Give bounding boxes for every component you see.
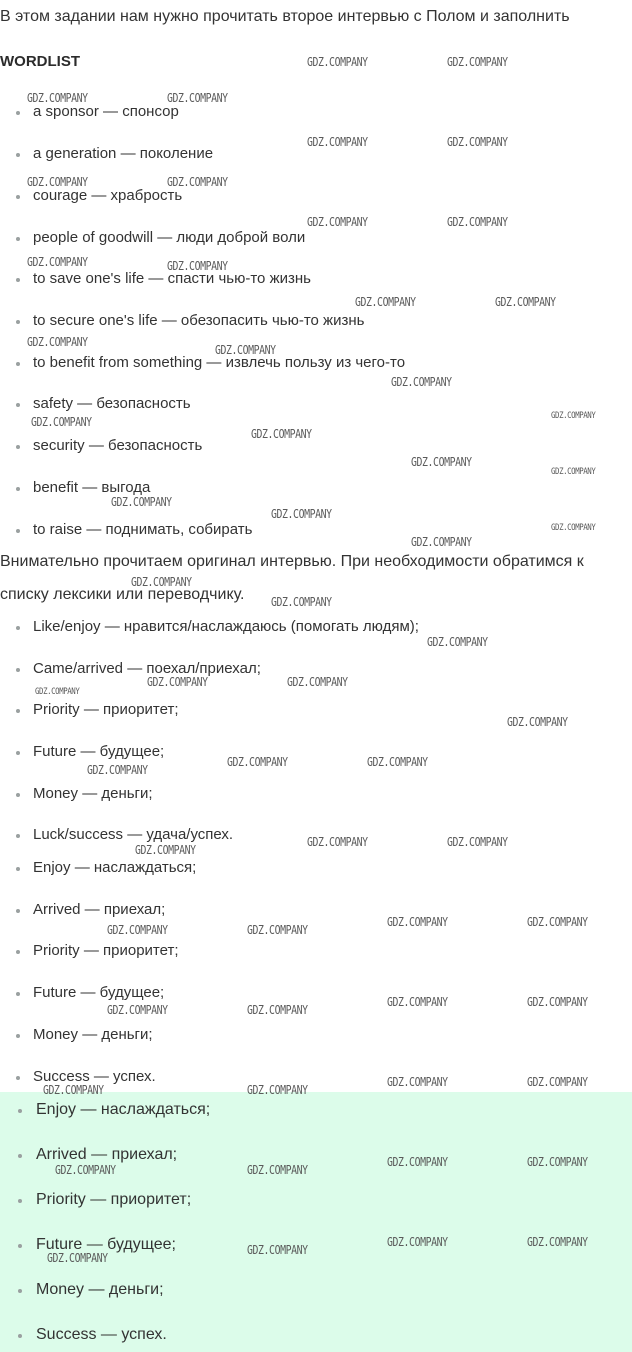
watermark: GDZ.COMPANY (247, 1243, 308, 1257)
bullet-icon (16, 668, 20, 672)
bullet-icon (16, 403, 20, 407)
watermark: GDZ.COMPANY (551, 411, 596, 421)
watermark: GDZ.COMPANY (447, 55, 508, 69)
watermark: GDZ.COMPANY (27, 255, 88, 269)
watermark: GDZ.COMPANY (411, 535, 472, 549)
watermark: GDZ.COMPANY (387, 1235, 448, 1249)
watermark: GDZ.COMPANY (27, 91, 88, 105)
bullet-icon (16, 278, 20, 282)
bullet-icon (16, 793, 20, 797)
bullet-icon (16, 195, 20, 199)
watermark: GDZ.COMPANY (35, 687, 80, 697)
watermark: GDZ.COMPANY (251, 427, 312, 441)
watermark: GDZ.COMPANY (107, 923, 168, 937)
bullet-icon (16, 487, 20, 491)
watermark: GDZ.COMPANY (167, 91, 228, 105)
watermark: GDZ.COMPANY (367, 755, 428, 769)
bullet-icon (16, 529, 20, 533)
watermark: GDZ.COMPANY (31, 415, 92, 429)
watermark: GDZ.COMPANY (43, 1083, 104, 1097)
watermark: GDZ.COMPANY (271, 507, 332, 521)
watermark: GDZ.COMPANY (167, 259, 228, 273)
bullet-icon (18, 1199, 22, 1203)
watermark: GDZ.COMPANY (247, 923, 308, 937)
watermark: GDZ.COMPANY (551, 523, 596, 533)
watermark: GDZ.COMPANY (427, 635, 488, 649)
bullet-icon (16, 909, 20, 913)
watermark: GDZ.COMPANY (111, 495, 172, 509)
watermark: GDZ.COMPANY (387, 915, 448, 929)
watermark: GDZ.COMPANY (247, 1003, 308, 1017)
intro-text: В этом задании нам нужно прочитать второе интервью с Полом и заполнить (0, 8, 570, 25)
bullet-icon (16, 834, 20, 838)
bullet-icon (16, 362, 20, 366)
bullet-icon (18, 1244, 22, 1248)
paragraph-line: Внимательно прочитаем оригинал интервью. При необходимости обратимся к (0, 553, 584, 570)
bullet-icon (16, 237, 20, 241)
watermark: GDZ.COMPANY (527, 915, 588, 929)
paragraph-line: списку лексики или переводчику. (0, 586, 245, 603)
bullet-icon (16, 153, 20, 157)
watermark: GDZ.COMPANY (551, 467, 596, 477)
watermark: GDZ.COMPANY (271, 595, 332, 609)
watermark: GDZ.COMPANY (27, 175, 88, 189)
watermark: GDZ.COMPANY (307, 215, 368, 229)
watermark: GDZ.COMPANY (87, 763, 148, 777)
watermark: GDZ.COMPANY (55, 1163, 116, 1177)
watermark: GDZ.COMPANY (411, 455, 472, 469)
watermark: GDZ.COMPANY (135, 843, 196, 857)
watermark: GDZ.COMPANY (287, 675, 348, 689)
watermark: GDZ.COMPANY (355, 295, 416, 309)
bullet-icon (16, 445, 20, 449)
bullet-icon (16, 320, 20, 324)
watermark: GDZ.COMPANY (391, 375, 452, 389)
watermark: GDZ.COMPANY (227, 755, 288, 769)
bullet-icon (16, 1034, 20, 1038)
watermark: GDZ.COMPANY (387, 1155, 448, 1169)
bullet-icon (16, 867, 20, 871)
watermark: GDZ.COMPANY (107, 1003, 168, 1017)
watermark: GDZ.COMPANY (131, 575, 192, 589)
watermark: GDZ.COMPANY (247, 1163, 308, 1177)
bullet-icon (16, 992, 20, 996)
watermark: GDZ.COMPANY (215, 343, 276, 357)
watermark: GDZ.COMPANY (527, 1235, 588, 1249)
watermark: GDZ.COMPANY (507, 715, 568, 729)
watermark: GDZ.COMPANY (387, 1075, 448, 1089)
watermark: GDZ.COMPANY (307, 135, 368, 149)
watermark: GDZ.COMPANY (167, 175, 228, 189)
bullet-icon (16, 1076, 20, 1080)
watermark: GDZ.COMPANY (387, 995, 448, 1009)
watermark: GDZ.COMPANY (447, 215, 508, 229)
watermark: GDZ.COMPANY (495, 295, 556, 309)
wordlist-heading: WORDLIST (0, 53, 80, 70)
watermark: GDZ.COMPANY (147, 675, 208, 689)
watermark: GDZ.COMPANY (247, 1083, 308, 1097)
bullet-icon (18, 1289, 22, 1293)
bullet-icon (16, 950, 20, 954)
bullet-icon (16, 626, 20, 630)
bullet-icon (18, 1154, 22, 1158)
bullet-icon (18, 1109, 22, 1113)
watermark: GDZ.COMPANY (447, 835, 508, 849)
watermark: GDZ.COMPANY (447, 135, 508, 149)
watermark: GDZ.COMPANY (27, 335, 88, 349)
watermark: GDZ.COMPANY (47, 1251, 108, 1265)
highlight-panel (0, 1092, 632, 1352)
watermark: GDZ.COMPANY (527, 995, 588, 1009)
bullet-icon (16, 751, 20, 755)
watermark: GDZ.COMPANY (527, 1075, 588, 1089)
watermark: GDZ.COMPANY (307, 55, 368, 69)
watermark: GDZ.COMPANY (307, 835, 368, 849)
bullet-icon (18, 1334, 22, 1338)
bullet-icon (16, 111, 20, 115)
watermark: GDZ.COMPANY (527, 1155, 588, 1169)
bullet-icon (16, 709, 20, 713)
